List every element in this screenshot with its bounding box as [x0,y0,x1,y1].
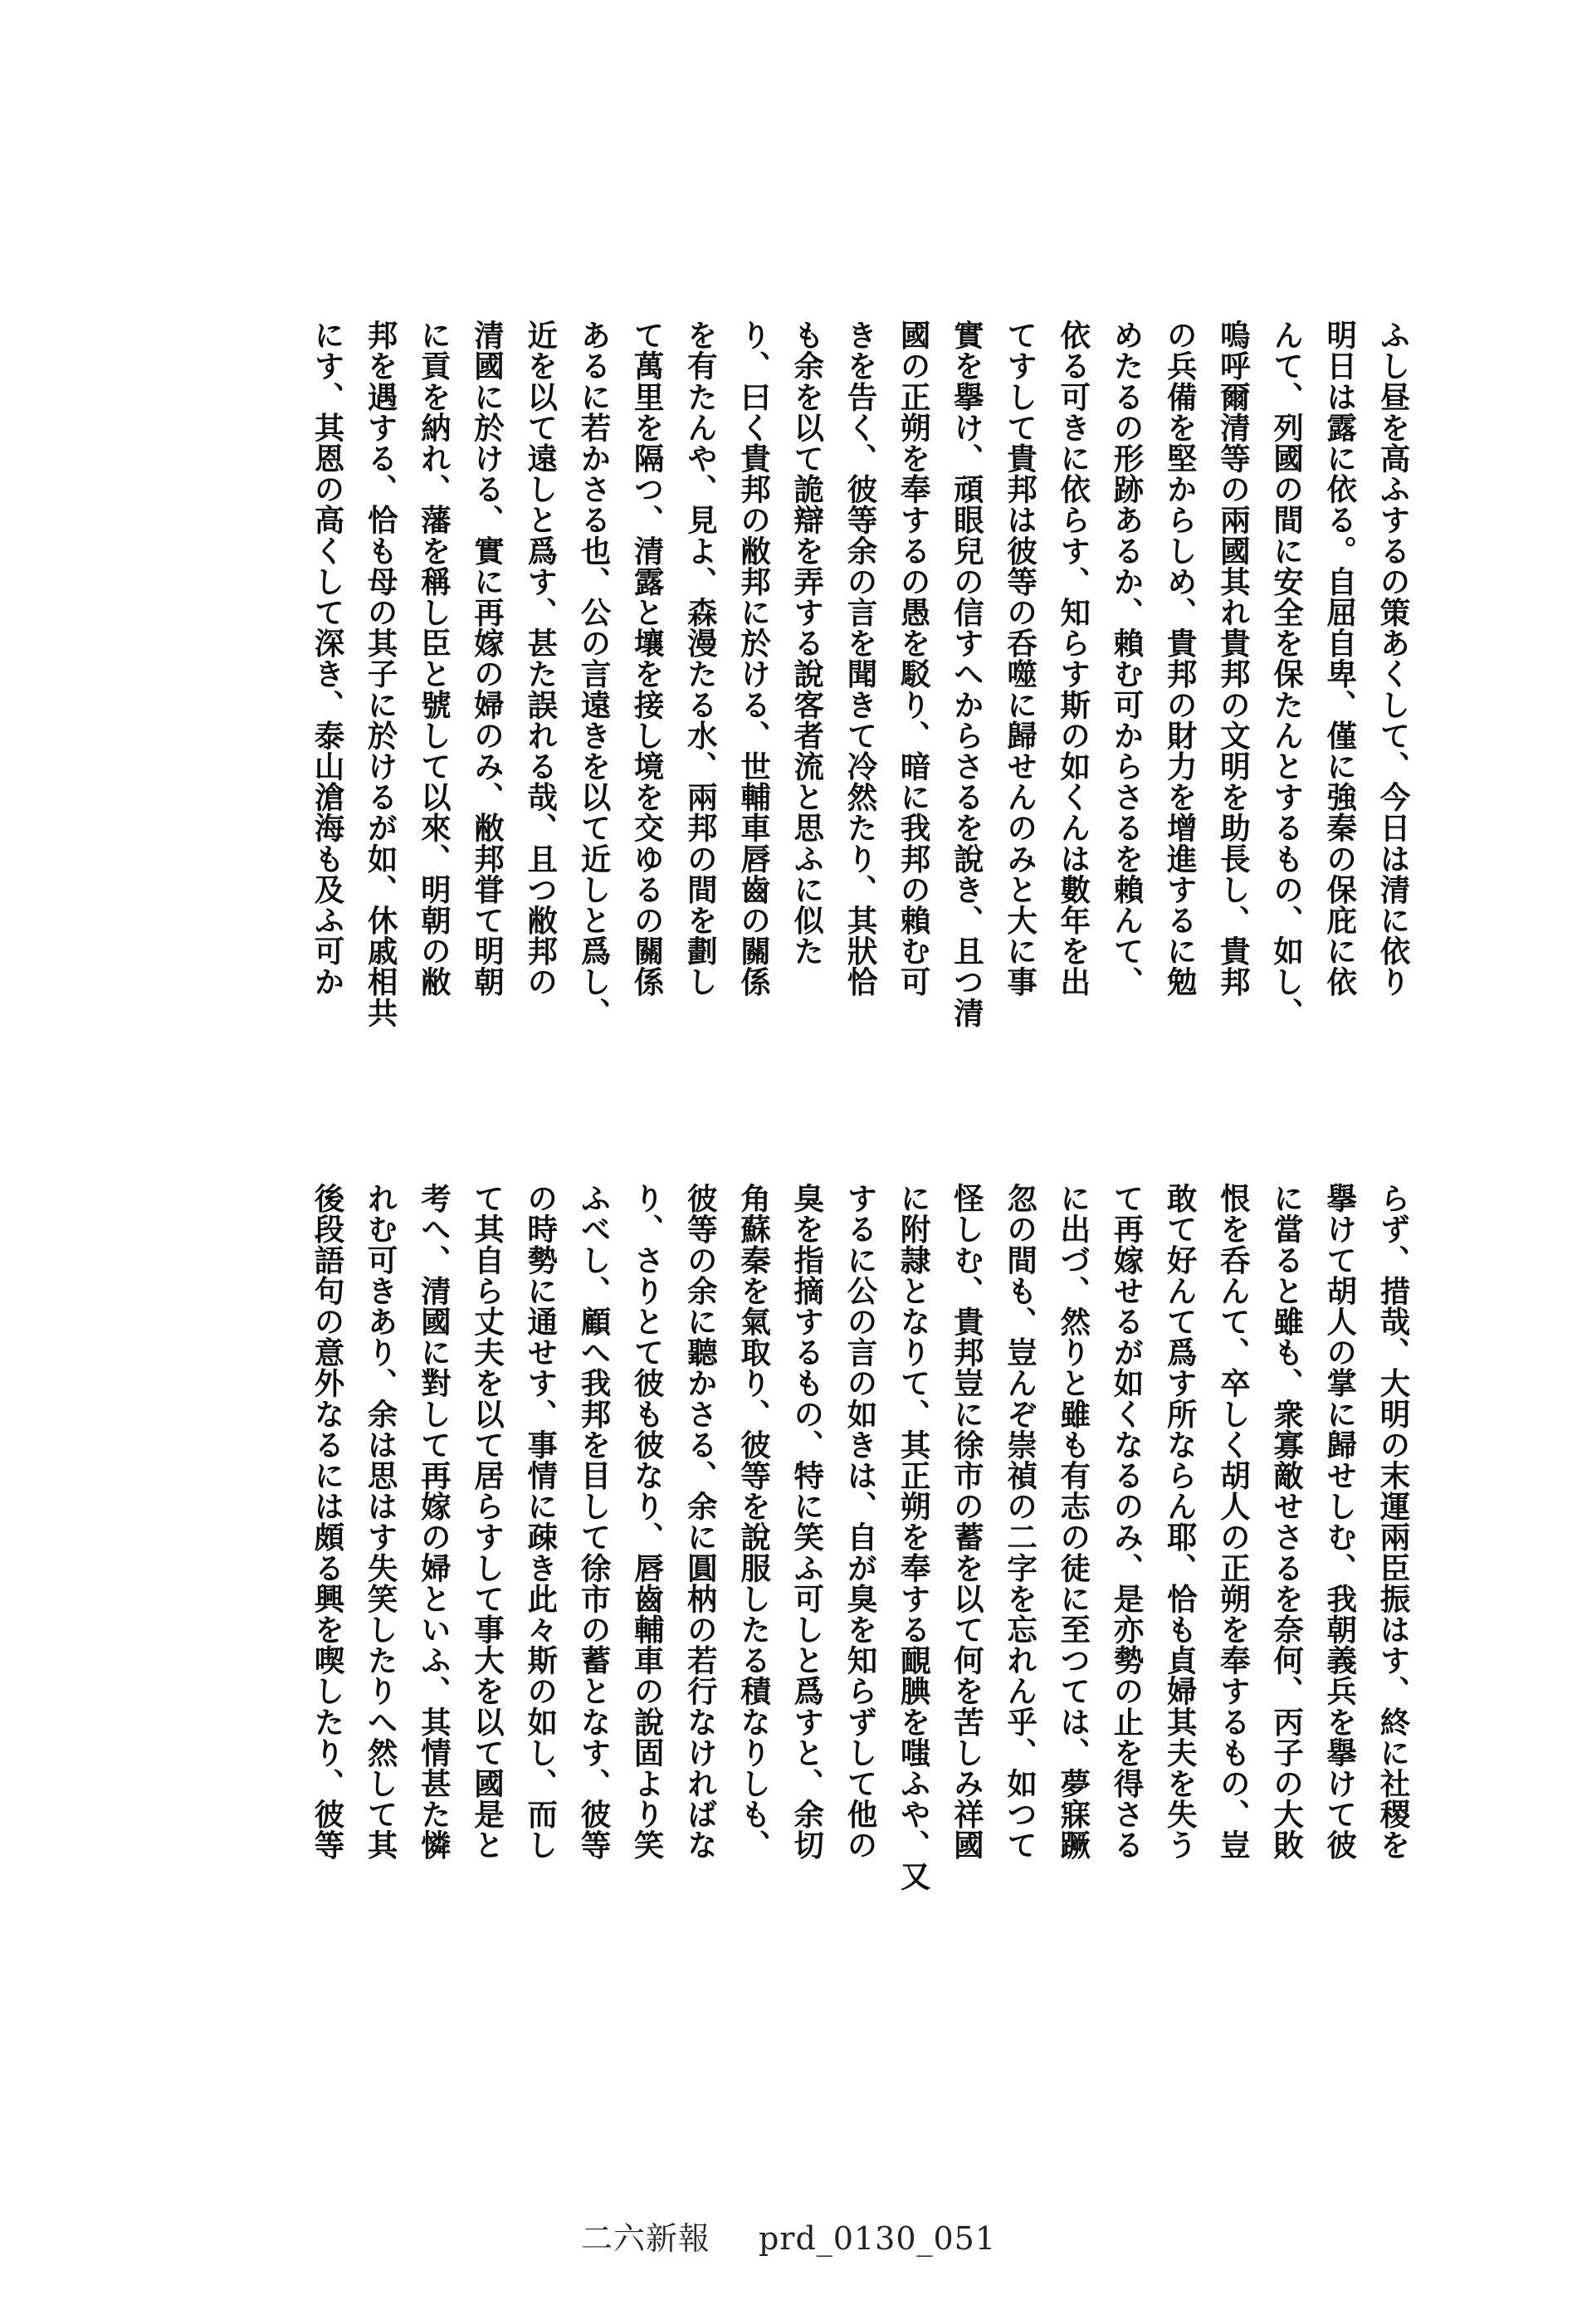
text-column: 後段語句の意外なるには頗る興を喫したり、彼等 [309,1183,345,1861]
text-column: れむ可きあり、余は思はす失笑したりへ然して其 [363,1183,399,1861]
text-column: 敢て好んて爲す所ならん耶、恰も貞婦其夫を失う [1162,1183,1199,1861]
text-column: に貢を納れ、藩を稱し臣と號して以來、明朝の敝 [416,320,452,998]
text-column: り、曰く貴邦の敝邦に於ける、世輔車唇齒の關係 [735,320,772,998]
text-column: 實を擧け、頑眼兒の信すへからさるを說き、且つ清 [949,320,985,1028]
text-column: 明日は露に依る。自屈自卑、僅に強秦の保庇に依 [1321,320,1358,998]
text-column: てすして貴邦は彼等の呑噬に歸せんのみと大に事 [1002,320,1038,998]
text-column: 清國に於ける、實に再嫁の婦のみ、敝邦甞て明朝 [469,320,505,998]
text-column: の兵備を堅からしめ、貴邦の財力を增進するに勉 [1162,320,1199,998]
page-reference: prd_0130_051 [758,2220,997,2257]
text-column: にす、其恩の高くして深き、泰山滄海も及ふ可か [309,320,345,998]
text-column: めたるの形跡あるか、賴む可からさるを賴んて、 [1108,320,1145,998]
text-column: 角蘇秦を氣取り、彼等を說服したる積なりしも、 [735,1183,772,1861]
text-column: も余を以て詭辯を弄する說客者流と思ふに似た [788,320,825,967]
text-column: んて、列國の間に安全を保たんとするもの、如し、 [1268,320,1305,1028]
text-column: に出づ、然りと雖も有志の徒に至つては、夢寐蹶 [1055,1183,1091,1861]
text-column: 邦を遇する、恰も母の其子に於けるが如、休戚相共 [363,320,399,1028]
text-column: に當ると雖も、衆寡敵せさるを奈何、丙子の大敗 [1268,1183,1305,1861]
text-column: の時勢に通せす、事情に疎き此々斯の如し、而し [522,1183,559,1861]
text-column: 恨を呑んて、卒しく胡人の正朔を奉するもの、豈 [1215,1183,1252,1861]
text-column: 彼等の余に聽かさる、余に圓枘の若行なければな [682,1183,719,1861]
text-column: に附隷となりて、其正朔を奉する靦腆を嗤ふや、又 [896,1183,932,1892]
text-column: り、さりとて彼も彼なり、唇齒輔車の說固より笑 [629,1183,666,1861]
text-column: て萬里を隔つ、清露と壤を接し境を交ゆるの關係 [629,320,666,998]
text-column: 國の正朔を奉するの愚を駁り、暗に我邦の賴む可 [896,320,932,998]
text-column: するに公の言の如きは、自が臭を知らずして他の [842,1183,878,1861]
text-column: 依る可きに依らす、知らす斯の如くんは數年を出 [1055,320,1091,998]
page-footer [0,2213,1577,2258]
text-column: 近を以て遠しと爲す、甚た誤れる哉、且つ敝邦の [522,320,559,998]
text-column: て再嫁せるが如くなるのみ、是亦勢の止を得さる [1108,1183,1145,1861]
publication-name: 二六新報 [580,2220,710,2257]
text-column: ふし昼を高ふするの策あくして、今日は清に依り [1375,320,1411,998]
text-column: 怪しむ、貴邦豈に徐市の蓄を以て何を苦しみ祥國 [949,1183,985,1861]
text-column: らず、措哉、大明の末運兩臣振はす、終に社稷を [1375,1183,1411,1861]
text-column: て其自ら丈夫を以て居らすして事大を以て國是と [469,1183,505,1861]
lower-text-block [199,1183,1419,1992]
text-column: を有たんや、見よ、森漫たる水、兩邦の間を劃し [682,320,719,998]
text-column: 擧けて胡人の掌に歸せしむ、我朝義兵を擧けて彼 [1321,1183,1358,1861]
text-column: 嗚呼爾清等の兩國其れ貴邦の文明を助長し、貴邦 [1215,320,1252,998]
upper-text-block [199,320,1419,1129]
text-column: あるに若かさる也、公の言遠きを以て近しと爲し、 [575,320,612,1028]
text-column: 臭を指摘するもの、特に笑ふ可しと爲すと、余切 [788,1183,825,1861]
text-column: 忽の間も、豈んぞ崇禎の二字を忘れん乎、如つて [1002,1183,1038,1861]
text-column: きを告く、彼等余の言を聞きて冷然たり、其狀恰 [842,320,878,998]
text-column: 考へ、清國に對して再嫁の婦といふ、其情甚た憐 [416,1183,452,1861]
text-column: ふべし、顧へ我邦を目して徐市の蓄となす、彼等 [575,1183,612,1861]
